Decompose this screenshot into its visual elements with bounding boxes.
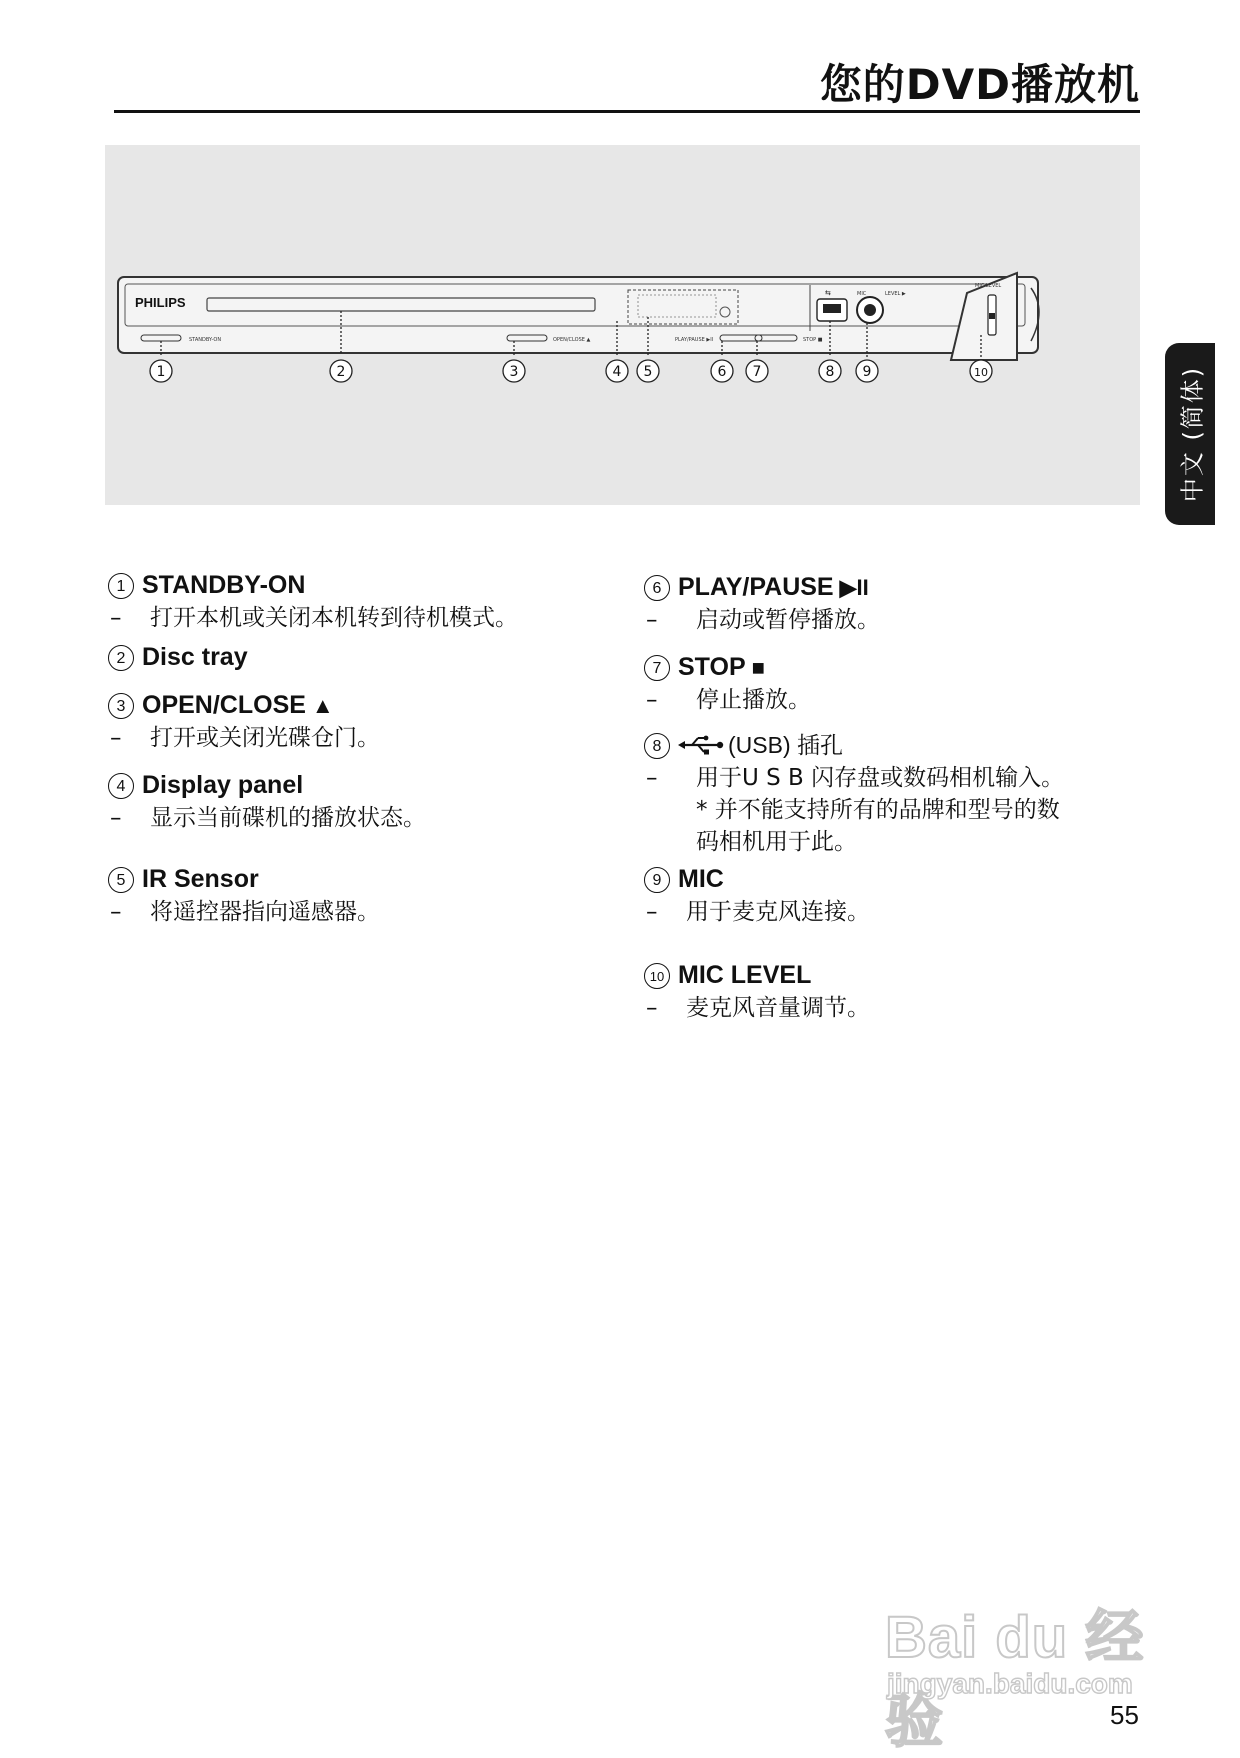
item-number: 1 — [108, 573, 134, 599]
item-number: 10 — [644, 963, 670, 989]
brand-logo: PHILIPS — [135, 295, 186, 310]
standby-panel-label: STANDBY-ON — [189, 337, 222, 343]
dvd-player-front-svg — [105, 145, 1140, 505]
dash: – — [110, 725, 122, 751]
item-number: 3 — [108, 693, 134, 719]
usb-icon — [678, 735, 724, 755]
description-column-right — [644, 570, 1144, 1024]
item-description: 用于麦克风连接。 — [686, 899, 870, 925]
item-mic — [644, 862, 1144, 928]
item-standby-on — [108, 568, 608, 634]
item-description-note: * 并不能支持所有的品牌和型号的数 — [696, 797, 1060, 823]
item-disc-tray — [108, 640, 608, 674]
item-number: 5 — [108, 867, 134, 893]
item-heading: (USB) 插孔 — [728, 732, 843, 758]
item-display-panel — [108, 768, 608, 834]
page-title: 您的DVD播放机 — [819, 60, 1140, 109]
callout-number: 7 — [752, 364, 762, 380]
item-heading: STANDBY-ON — [142, 571, 306, 599]
title-rule — [114, 110, 1140, 113]
mic-level-panel-label: MIC LEVEL — [975, 283, 1002, 289]
item-number: 4 — [108, 773, 134, 799]
watermark-logo: Bai du 经验 — [885, 1605, 1145, 1754]
watermark-url: jingyan.baidu.com — [887, 1668, 1133, 1699]
item-heading: Display panel — [142, 771, 304, 799]
dash: – — [646, 765, 658, 791]
item-number: 9 — [644, 867, 670, 893]
item-description: 用于U S B 闪存盘或数码相机输入。 — [696, 765, 1065, 791]
item-description: 启动或暂停播放。 — [696, 607, 880, 633]
play-pause-icon: ▶II — [839, 575, 869, 600]
item-heading: Disc tray — [142, 643, 248, 671]
open-close-panel-label: OPEN/CLOSE ▲ — [553, 337, 591, 343]
item-play-pause — [644, 570, 1144, 636]
dash: – — [646, 607, 658, 633]
item-description: 显示当前碟机的播放状态。 — [150, 805, 426, 831]
dash: – — [110, 605, 122, 631]
language-tab — [1165, 343, 1215, 525]
item-ir-sensor — [108, 862, 608, 928]
callout-number: 4 — [612, 364, 622, 380]
item-description: 麦克风音量调节。 — [686, 995, 870, 1021]
callout-markers — [150, 360, 992, 382]
callout-number: 9 — [862, 364, 872, 380]
callout-number: 5 — [643, 364, 653, 380]
item-mic-level — [644, 958, 1144, 1024]
callout-number: 2 — [336, 364, 346, 380]
dash: – — [110, 899, 122, 925]
description-column-left — [108, 568, 608, 928]
item-number: 8 — [644, 733, 670, 759]
item-description-note: 码相机用于此。 — [696, 829, 857, 855]
language-tab-label: 中文 (简体) — [1178, 365, 1207, 503]
callout-number: 8 — [825, 364, 835, 380]
item-open-close — [108, 688, 608, 754]
item-number: 7 — [644, 655, 670, 681]
level-panel-label: LEVEL ▶ — [885, 291, 906, 297]
item-number: 6 — [644, 575, 670, 601]
front-panel-diagram — [105, 145, 1140, 505]
callout-number: 1 — [156, 364, 166, 380]
item-description: 停止播放。 — [696, 687, 811, 713]
item-heading: MIC LEVEL — [678, 961, 812, 989]
item-heading: IR Sensor — [142, 865, 259, 893]
item-heading: MIC — [678, 865, 724, 893]
item-number: 2 — [108, 645, 134, 671]
callout-number: 3 — [509, 364, 519, 380]
dash: – — [646, 995, 658, 1021]
play-pause-panel-label: PLAY/PAUSE ▶II — [675, 337, 714, 343]
item-heading: STOP — [678, 653, 746, 681]
item-stop — [644, 650, 1144, 716]
callout-number: 10 — [974, 366, 988, 379]
item-description: 打开或关闭光碟仓门。 — [150, 725, 380, 751]
callout-number: 6 — [717, 364, 727, 380]
dash: – — [646, 899, 658, 925]
item-heading: PLAY/PAUSE — [678, 573, 834, 601]
dash: – — [110, 805, 122, 831]
eject-icon: ▲ — [311, 693, 334, 718]
item-description: 打开本机或关闭本机转到待机模式。 — [150, 605, 518, 631]
dash: – — [646, 687, 658, 713]
svg-text:⇆: ⇆ — [825, 289, 831, 297]
stop-icon: ■ — [751, 655, 765, 680]
item-description: 将遥控器指向遥感器。 — [150, 899, 380, 925]
item-usb — [644, 728, 1144, 858]
page-number: 55 — [1110, 1700, 1139, 1730]
mic-panel-label: MIC — [857, 291, 867, 297]
stop-panel-label: STOP ■ — [803, 337, 823, 343]
item-heading: OPEN/CLOSE — [142, 691, 306, 719]
